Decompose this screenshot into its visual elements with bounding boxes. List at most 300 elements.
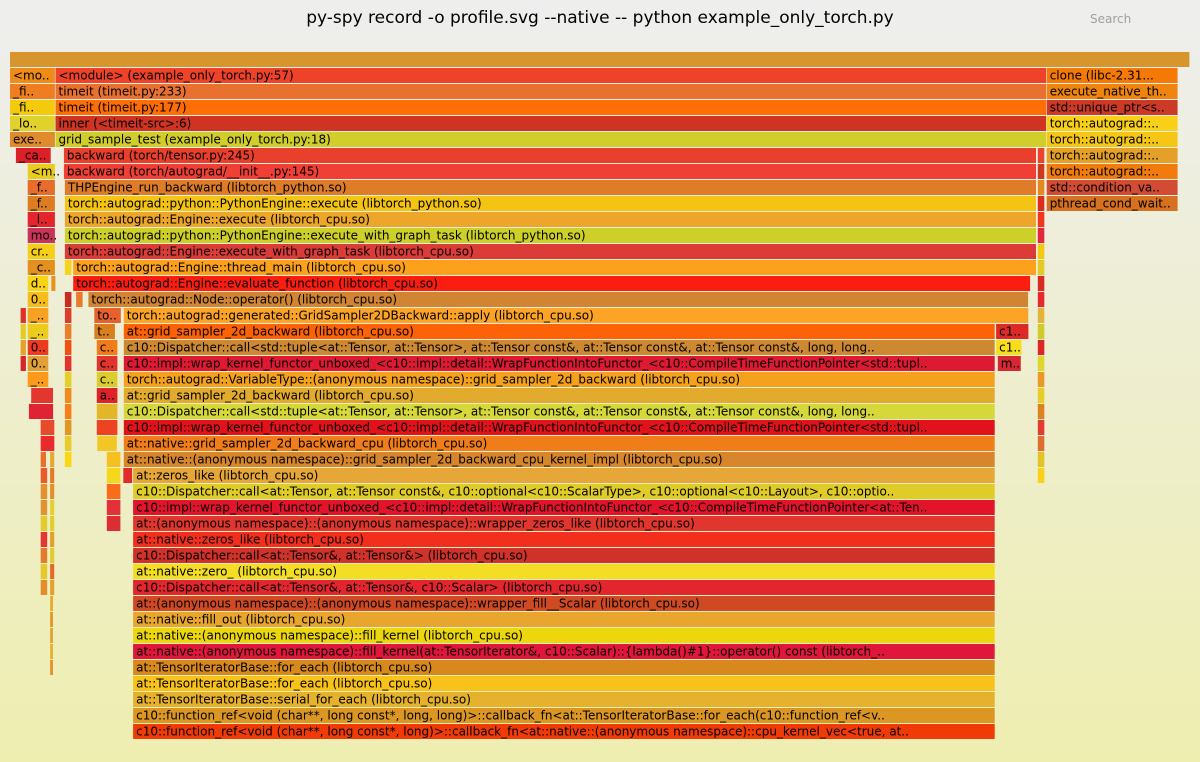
frame-label: std::unique_ptr<s.. — [1049, 100, 1165, 115]
frame-rect[interactable] — [1038, 372, 1045, 387]
frame-rect[interactable] — [107, 452, 121, 467]
frame-rect[interactable] — [65, 452, 72, 467]
frame-label: inner (<timeit-src>:6) — [58, 116, 192, 131]
flame-frame[interactable] — [65, 356, 72, 371]
frame-label: at::native::zero_ (libtorch_cpu.so) — [136, 564, 338, 579]
frame-label: to.. — [97, 308, 117, 323]
flame-frame[interactable] — [1038, 276, 1045, 291]
flame-frame[interactable] — [28, 260, 55, 275]
flame-frame[interactable] — [50, 564, 54, 579]
flame-frame[interactable] — [41, 500, 48, 515]
flame-frame[interactable] — [1038, 164, 1045, 179]
frame-rect[interactable] — [50, 500, 54, 515]
frame-rect[interactable] — [50, 516, 54, 531]
flame-frame[interactable] — [133, 692, 995, 707]
page-title: py-spy record -o profile.svg --native -- python example_only_torch.py — [306, 8, 894, 28]
frame-rect[interactable] — [1038, 196, 1045, 211]
flame-frame[interactable] — [133, 548, 995, 563]
frame-label: c10::function_ref<void (char**, long const*, long, long)>::callback_fn<at::TensorIteratorBase::for_each(c10::function_ref<v.. — [136, 708, 885, 723]
frame-label: at::native::fill_out (libtorch_cpu.so) — [136, 612, 346, 627]
flame-frame[interactable] — [65, 180, 1036, 195]
frame-label: <module> (example_only_torch.py:57) — [58, 68, 294, 83]
frame-label: at::(anonymous namespace)::(anonymous namespace)::wrapper_zeros_like (libtorch_cpu.so) — [136, 516, 695, 531]
frame-rect[interactable] — [76, 292, 83, 307]
flame-frame[interactable] — [50, 452, 54, 467]
flame-frame[interactable] — [123, 468, 132, 483]
flame-frame[interactable] — [31, 388, 53, 403]
flame-frame[interactable] — [124, 372, 995, 387]
flame-frame[interactable] — [41, 452, 46, 467]
frame-rect[interactable] — [50, 564, 54, 579]
flame-frame[interactable] — [28, 180, 55, 195]
flame-frame[interactable] — [41, 468, 48, 483]
frame-label: 0.. — [30, 292, 46, 307]
flame-frame[interactable] — [1038, 404, 1045, 419]
frame-label: at::native::zeros_like (libtorch_cpu.so) — [136, 532, 364, 547]
flame-frame[interactable] — [1047, 180, 1178, 195]
flame-frame[interactable] — [133, 596, 995, 611]
frame-rect[interactable] — [29, 404, 53, 419]
frame-label: _fi.. — [13, 100, 35, 115]
frame-rect[interactable] — [1038, 356, 1045, 371]
frame-rect[interactable] — [107, 516, 121, 531]
flame-frame[interactable] — [107, 468, 121, 483]
frame-rect[interactable] — [65, 420, 72, 435]
flame-frame[interactable] — [1038, 260, 1045, 275]
flame-frame[interactable] — [133, 468, 995, 483]
frame-rect[interactable] — [41, 452, 46, 467]
flame-frame[interactable] — [10, 116, 55, 131]
frame-label: torch::autograd::generated::GridSampler2DBackward::apply (libtorch_cpu.so) — [126, 308, 594, 323]
frame-label: torch::autograd::.. — [1049, 132, 1159, 147]
frame-label: <mo.. — [13, 68, 50, 83]
frame-rect[interactable] — [21, 308, 26, 323]
frame-rect[interactable] — [107, 468, 121, 483]
frame-label: backward (torch/tensor.py:245) — [66, 148, 255, 163]
flame-frame[interactable] — [998, 356, 1021, 371]
frame-label: pthread_cond_wait.. — [1049, 196, 1171, 211]
frame-label: torch::autograd::.. — [1049, 116, 1159, 131]
flame-frame[interactable] — [1047, 132, 1178, 147]
flame-frame[interactable] — [65, 340, 72, 355]
flame-frame[interactable] — [28, 228, 57, 243]
flame-frame[interactable] — [10, 84, 55, 99]
flame-frame[interactable] — [133, 484, 995, 499]
flame-frame[interactable] — [29, 404, 53, 419]
flame-frame[interactable] — [133, 500, 995, 515]
frame-rect[interactable] — [50, 644, 53, 659]
flame-frame[interactable] — [65, 196, 1036, 211]
frame-rect[interactable] — [1038, 420, 1045, 435]
frame-rect[interactable] — [50, 532, 54, 547]
flame-frame[interactable] — [21, 324, 26, 339]
flame-frame[interactable] — [88, 292, 1028, 307]
frame-label: c10::Dispatcher::call<std::tuple<at::Tensor, at::Tensor>, at::Tensor const&, at::Tensor const&, at::Tensor const&, long, long.. — [126, 340, 875, 355]
flame-frame[interactable] — [28, 356, 49, 371]
frame-rect[interactable] — [97, 436, 117, 451]
flame-frame[interactable] — [133, 612, 995, 627]
frame-rect[interactable] — [50, 596, 53, 611]
flame-frame[interactable] — [28, 244, 55, 259]
flame-frame[interactable] — [1038, 372, 1045, 387]
search-button[interactable]: Search — [1090, 12, 1132, 26]
flame-frame[interactable] — [1038, 180, 1045, 195]
frame-label: _.. — [30, 324, 45, 339]
flame-frame[interactable] — [94, 308, 121, 323]
frame-label: execute_native_th.. — [1049, 84, 1167, 99]
flame-frame[interactable] — [97, 436, 117, 451]
flame-frame[interactable] — [124, 340, 995, 355]
frame-label: _.. — [30, 372, 45, 387]
frame-label: at::grid_sampler_2d_backward (libtorch_cpu.so) — [126, 388, 414, 403]
flame-frame[interactable] — [56, 68, 1047, 83]
frame-rect[interactable] — [50, 580, 54, 595]
frame-rect[interactable] — [41, 436, 55, 451]
frame-label: c1.. — [999, 324, 1021, 339]
frame-rect[interactable] — [41, 516, 48, 531]
flame-frame[interactable] — [133, 516, 995, 531]
flame-frame[interactable] — [21, 340, 26, 355]
frame-rect[interactable] — [1038, 260, 1045, 275]
frame-label: torch::autograd::.. — [1049, 148, 1159, 163]
frame-rect[interactable] — [65, 308, 72, 323]
flame-frame[interactable] — [65, 420, 72, 435]
flame-frame[interactable] — [65, 228, 1036, 243]
frame-label: c10::Dispatcher::call<at::Tensor&, at::Tensor&, c10::Scalar> (libtorch_cpu.so) — [136, 580, 603, 595]
frame-rect[interactable] — [50, 452, 54, 467]
frame-rect[interactable] — [1038, 452, 1045, 467]
frame-label: exe.. — [13, 132, 42, 147]
flame-frame[interactable] — [1038, 292, 1045, 307]
flame-root-frame[interactable] — [10, 52, 1189, 67]
frame-label: at::TensorIteratorBase::serial_for_each (libtorch_cpu.so) — [136, 692, 471, 707]
frame-rect[interactable] — [51, 276, 55, 291]
flame-frame[interactable] — [28, 196, 55, 211]
frame-rect[interactable] — [10, 52, 1189, 67]
flame-frame[interactable] — [41, 548, 48, 563]
frame-label: _f.. — [30, 180, 48, 195]
frame-label: at::native::grid_sampler_2d_backward_cpu (libtorch_cpu.so) — [126, 436, 488, 451]
frame-rect[interactable] — [1038, 180, 1045, 195]
flame-frame[interactable] — [1038, 308, 1045, 323]
flame-frame[interactable] — [65, 324, 72, 339]
flame-frame[interactable] — [1038, 212, 1045, 227]
frame-label: _lo.. — [13, 116, 38, 131]
flame-frame[interactable] — [1047, 116, 1178, 131]
flame-frame[interactable] — [65, 452, 72, 467]
frame-rect[interactable] — [107, 500, 121, 515]
flame-frame[interactable] — [28, 340, 49, 355]
flame-frame[interactable] — [1047, 68, 1178, 83]
flame-frame[interactable] — [76, 292, 83, 307]
frame-rect[interactable] — [1038, 148, 1045, 163]
frame-rect[interactable] — [97, 404, 118, 419]
flame-frame[interactable] — [1047, 84, 1178, 99]
flame-frame[interactable] — [64, 164, 1036, 179]
flame-frame[interactable] — [97, 420, 118, 435]
frame-rect[interactable] — [50, 548, 54, 563]
flame-frame[interactable] — [41, 532, 48, 547]
flame-frame[interactable] — [41, 564, 48, 579]
flame-frame[interactable] — [28, 372, 49, 387]
flame-frame[interactable] — [1038, 436, 1045, 451]
frame-rect[interactable] — [1038, 468, 1045, 483]
flame-frame[interactable] — [97, 340, 118, 355]
flame-frame[interactable] — [1047, 100, 1178, 115]
frame-label: <m.. — [30, 164, 61, 179]
flame-frame[interactable] — [16, 148, 51, 163]
frame-rect[interactable] — [41, 500, 48, 515]
flame-frame[interactable] — [1038, 388, 1045, 403]
flame-frame[interactable] — [73, 276, 1030, 291]
flame-frame[interactable] — [56, 84, 1047, 99]
frame-label: t.. — [97, 324, 110, 339]
frame-rect[interactable] — [1038, 404, 1045, 419]
frame-label: backward (torch/autograd/__init__.py:145) — [66, 164, 320, 179]
frame-rect[interactable] — [1038, 228, 1045, 243]
frame-rect[interactable] — [50, 612, 53, 627]
flame-frame[interactable] — [65, 308, 72, 323]
flame-frame[interactable] — [107, 484, 121, 499]
flame-frame[interactable] — [41, 580, 48, 595]
flame-frame[interactable] — [1038, 324, 1045, 339]
frame-rect[interactable] — [41, 564, 48, 579]
flame-frame[interactable] — [50, 660, 53, 675]
frame-rect[interactable] — [21, 324, 26, 339]
frame-rect[interactable] — [65, 404, 72, 419]
flame-frame[interactable] — [41, 484, 48, 499]
frame-label: c.. — [99, 372, 115, 387]
flame-frame[interactable] — [1038, 196, 1045, 211]
frame-rect[interactable] — [1038, 388, 1045, 403]
frame-rect[interactable] — [31, 388, 53, 403]
flame-frame[interactable] — [124, 356, 995, 371]
flame-frame[interactable] — [28, 292, 49, 307]
flame-frame[interactable] — [124, 452, 995, 467]
frame-rect[interactable] — [41, 420, 55, 435]
flame-frame[interactable] — [50, 612, 53, 627]
flame-frame[interactable] — [28, 308, 49, 323]
frame-rect[interactable] — [41, 580, 48, 595]
frame-rect[interactable] — [1038, 164, 1045, 179]
flame-frame[interactable] — [50, 468, 54, 483]
flame-frame[interactable] — [133, 564, 995, 579]
frame-label: clone (libc-2.31... — [1049, 68, 1154, 83]
frame-rect[interactable] — [56, 116, 1047, 131]
flame-frame[interactable] — [1038, 468, 1045, 483]
flame-frame[interactable] — [50, 644, 53, 659]
frame-rect[interactable] — [1038, 244, 1045, 259]
frame-rect[interactable] — [41, 532, 48, 547]
frame-label: _l.. — [30, 212, 48, 227]
frame-rect[interactable] — [1038, 324, 1045, 339]
frame-label: torch::autograd::Engine::evaluate_function (libtorch_cpu.so) — [76, 276, 438, 291]
frame-label: torch::autograd::Node::operator() (libtorch_cpu.so) — [91, 292, 398, 307]
flame-frame[interactable] — [65, 212, 1036, 227]
frame-rect[interactable] — [50, 660, 53, 675]
flame-frame[interactable] — [50, 500, 54, 515]
flame-frame[interactable] — [65, 292, 72, 307]
flame-frame[interactable] — [41, 516, 48, 531]
flame-frame[interactable] — [41, 420, 55, 435]
frame-rect[interactable] — [1038, 340, 1045, 355]
frame-rect[interactable] — [123, 468, 132, 483]
flame-frame[interactable] — [50, 628, 53, 643]
flame-frame[interactable] — [56, 116, 1047, 131]
frame-rect[interactable] — [41, 484, 48, 499]
flame-frame[interactable] — [124, 436, 995, 451]
frame-label: grid_sample_test (example_only_torch.py:18) — [58, 132, 331, 147]
frame-rect[interactable] — [65, 340, 72, 355]
flame-frame[interactable] — [50, 516, 54, 531]
frame-rect[interactable] — [56, 84, 1047, 99]
flame-frame[interactable] — [996, 324, 1028, 339]
flame-frame[interactable] — [65, 244, 1036, 259]
frame-rect[interactable] — [97, 420, 118, 435]
flame-frame[interactable] — [94, 324, 115, 339]
flame-frame[interactable] — [133, 660, 995, 675]
flame-frame[interactable] — [21, 356, 26, 371]
flame-frame[interactable] — [28, 164, 60, 179]
frame-rect[interactable] — [1038, 212, 1045, 227]
flame-frame[interactable] — [50, 580, 54, 595]
frame-label: 0.. — [30, 356, 46, 371]
flame-frame[interactable] — [41, 436, 55, 451]
frame-label: timeit (timeit.py:177) — [58, 100, 187, 115]
flame-frame[interactable] — [65, 372, 72, 387]
flame-frame[interactable] — [107, 500, 121, 515]
flame-frame[interactable] — [124, 388, 995, 403]
flame-frame[interactable] — [97, 356, 118, 371]
flame-frame[interactable] — [124, 324, 995, 339]
flame-frame[interactable] — [996, 340, 1021, 355]
flame-frame[interactable] — [10, 132, 55, 147]
flame-frame[interactable] — [65, 436, 72, 451]
flame-frame[interactable] — [10, 100, 55, 115]
frame-rect[interactable] — [65, 372, 72, 387]
frame-label: torch::autograd::Engine::execute (libtorch_cpu.so) — [67, 212, 370, 227]
flame-frame[interactable] — [124, 308, 1029, 323]
flame-frame[interactable] — [56, 100, 1047, 115]
flame-frame[interactable] — [1038, 356, 1045, 371]
frame-label: c10::Dispatcher::call<at::Tensor&, at::Tensor&> (libtorch_cpu.so) — [136, 548, 528, 563]
frame-label: cr.. — [30, 244, 49, 259]
frame-rect[interactable] — [65, 260, 72, 275]
frame-label: c.. — [99, 340, 115, 355]
frame-rect[interactable] — [1038, 436, 1045, 451]
frame-label: _f.. — [30, 196, 48, 211]
flame-frame[interactable] — [65, 404, 72, 419]
frame-label: torch::autograd::Engine::execute_with_graph_task (libtorch_cpu.so) — [67, 244, 474, 259]
frame-rect[interactable] — [65, 388, 72, 403]
frame-label: c10::function_ref<void (char**, long const*, long)>::callback_fn<at::native::(anonymous namespace)::cpu_kernel_vec<true, at.. — [136, 724, 909, 739]
flame-frame[interactable] — [107, 516, 121, 531]
flame-frame[interactable] — [133, 708, 995, 723]
flame-frame[interactable] — [133, 676, 995, 691]
flame-frame[interactable] — [64, 148, 1036, 163]
frame-rect[interactable] — [50, 628, 53, 643]
frame-rect[interactable] — [50, 484, 54, 499]
flame-frame[interactable] — [51, 276, 55, 291]
frame-rect[interactable] — [41, 548, 48, 563]
frame-rect[interactable] — [1038, 292, 1045, 307]
flame-frame[interactable] — [1038, 452, 1045, 467]
frame-label: m.. — [1000, 356, 1021, 371]
frame-label: at::native::(anonymous namespace)::grid_sampler_2d_backward_cpu_kernel_impl (libtorch_cpu.so) — [126, 452, 723, 467]
flame-frame[interactable] — [133, 628, 995, 643]
flame-frame[interactable] — [28, 212, 55, 227]
frame-rect[interactable] — [65, 324, 72, 339]
frame-label: c10::impl::wrap_kernel_functor_unboxed_<c10::impl::detail::WrapFunctionIntoFunctor_<c10::CompileTimeFunctionPointer<std::tupl.. — [126, 356, 928, 371]
frame-label: c.. — [99, 356, 115, 371]
frame-label: c10::Dispatcher::call<std::tuple<at::Tensor, at::Tensor>, at::Tensor const&, at::Tensor const&, at::Tensor const&, long, long.. — [126, 404, 875, 419]
frame-rect[interactable] — [21, 356, 26, 371]
flame-frame[interactable] — [133, 724, 995, 739]
flame-frame[interactable] — [50, 532, 54, 547]
flame-frame[interactable] — [133, 644, 995, 659]
flame-frame[interactable] — [1047, 164, 1178, 179]
flame-frame[interactable] — [133, 580, 995, 595]
flame-frame[interactable] — [97, 372, 118, 387]
frame-rect[interactable] — [1038, 276, 1045, 291]
frame-label: at::grid_sampler_2d_backward (libtorch_cpu.so) — [126, 324, 414, 339]
flame-frame[interactable] — [21, 308, 26, 323]
flame-frame[interactable] — [50, 548, 54, 563]
flame-frame[interactable] — [10, 68, 55, 83]
frame-rect[interactable] — [41, 468, 48, 483]
flame-frame[interactable] — [28, 324, 49, 339]
frame-rect[interactable] — [50, 468, 54, 483]
frame-rect[interactable] — [65, 436, 72, 451]
flame-frame[interactable] — [73, 260, 1036, 275]
flame-frame[interactable] — [97, 388, 118, 403]
flame-frame[interactable] — [56, 132, 1047, 147]
frame-rect[interactable] — [21, 340, 26, 355]
frame-label: torch::autograd::Engine::thread_main (libtorch_cpu.so) — [76, 260, 406, 275]
frame-rect[interactable] — [65, 356, 72, 371]
flame-frame[interactable] — [124, 404, 995, 419]
flame-frame[interactable] — [1038, 340, 1045, 355]
flame-frame[interactable] — [28, 276, 49, 291]
frame-rect[interactable] — [1038, 308, 1045, 323]
flame-frame[interactable] — [1047, 148, 1178, 163]
flame-frame[interactable] — [1038, 228, 1045, 243]
flame-frame[interactable] — [1038, 148, 1045, 163]
flame-frame[interactable] — [50, 484, 54, 499]
frame-rect[interactable] — [107, 484, 121, 499]
frame-label: c10::Dispatcher::call<at::Tensor, at::Tensor const&, c10::optional<c10::ScalarType>, c10::optional<c10::Layout>, c10::optio.. — [136, 484, 895, 499]
frame-rect[interactable] — [56, 100, 1047, 115]
flame-frame[interactable] — [1047, 196, 1178, 211]
frame-label: c10::impl::wrap_kernel_functor_unboxed_<c10::impl::detail::WrapFunctionIntoFunctor_<c10::CompileTimeFunctionPointer<std::tupl.. — [126, 420, 928, 435]
flame-frame[interactable] — [65, 388, 72, 403]
flame-frame[interactable] — [1038, 420, 1045, 435]
flame-frame[interactable] — [107, 452, 121, 467]
flame-frame[interactable] — [50, 596, 53, 611]
flame-frame[interactable] — [124, 420, 995, 435]
flame-frame[interactable] — [1038, 244, 1045, 259]
flame-frame[interactable] — [133, 532, 995, 547]
frame-label: c1.. — [999, 340, 1021, 355]
flame-frame[interactable] — [97, 404, 118, 419]
frame-label: torch::autograd::python::PythonEngine::execute (libtorch_python.so) — [67, 196, 482, 211]
frame-label: mo.. — [30, 228, 58, 243]
flame-frame[interactable] — [65, 260, 72, 275]
frame-rect[interactable] — [65, 292, 72, 307]
frame-label: at::native::(anonymous namespace)::fill_kernel(at::TensorIterator&, c10::Scalar)::{lambda()#1}::operator() const (libtorch_.. — [136, 644, 885, 659]
frame-label: THPEngine_run_backward (libtorch_python.so) — [67, 180, 347, 195]
frame-label: torch::autograd::python::PythonEngine::execute_with_graph_task (libtorch_python.so) — [67, 228, 586, 243]
